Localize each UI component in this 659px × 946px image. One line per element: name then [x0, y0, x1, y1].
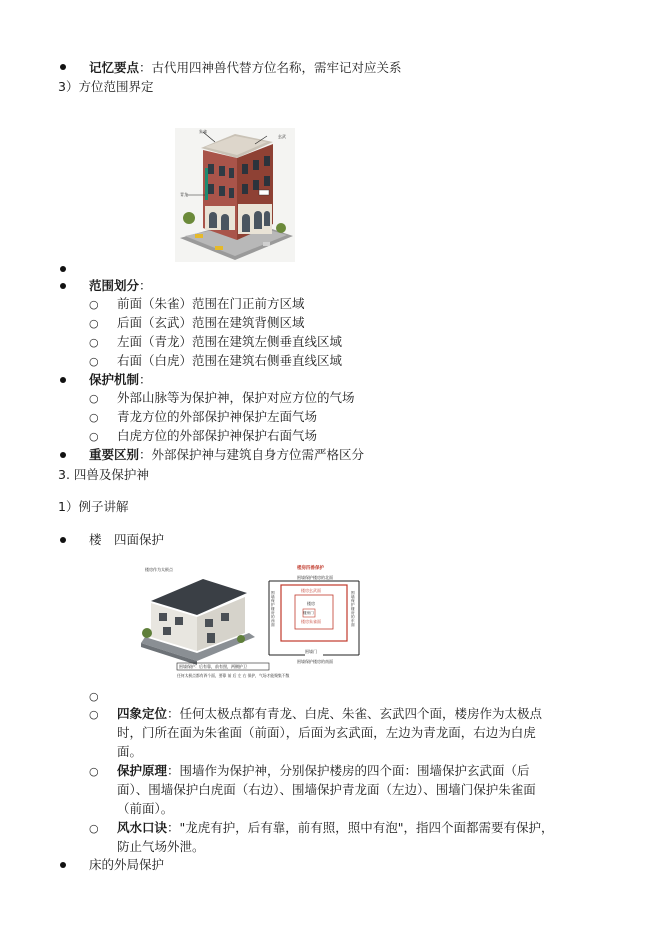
section-heading-four-beasts: 3. 四兽及保护神 [58, 467, 149, 482]
sub-bullet-circle: ○ [89, 336, 99, 349]
bullet-dot [60, 862, 66, 868]
protect-heading [89, 371, 152, 389]
memory-point-text: ：古代用四神兽代替方位名称，需牢记对应关系 [139, 60, 402, 75]
figure-note-text: 任何太极点都有四个面，要靠 前 后 左 右 保护，气场才能聚集不散 [177, 673, 290, 678]
bullet-dot [60, 377, 66, 383]
mantra-line-2: 防止气场外泄。 [117, 839, 205, 854]
protect-label: 保护机制 [89, 372, 140, 387]
principle-line-2: 面）、围墙保护白虎面（右边）、围墙保护青龙面（左边）、围墙门保护朱雀面 [117, 782, 536, 797]
range-colon: ： [139, 278, 152, 293]
difference-line [89, 446, 364, 464]
principle-label: 保护原理 [117, 763, 168, 778]
protect-item: 白虎方位的外部保护神保护右面气场 [117, 428, 318, 443]
four-positioning-line-2: 时，门所在面为朱雀面（前面），后面为玄武面，左边为青龙面，右边为白虎 [117, 725, 536, 740]
bullet-dot [60, 266, 66, 272]
range-item: 后面（玄武）范围在建筑背侧区域 [117, 315, 305, 330]
range-item: 左面（青龙）范围在建筑左侧垂直线区域 [117, 334, 343, 349]
figure-note-box: 围墙保护：后有靠，前有照，两侧护卫 [179, 664, 247, 669]
sub-bullet-circle: ○ [89, 392, 99, 405]
principle-line-1 [117, 762, 530, 780]
section-heading-range: 3）方位范围界定 [58, 79, 154, 94]
sub-bullet-circle: ○ [89, 411, 99, 424]
sub-bullet-circle: ○ [89, 317, 99, 330]
protect-item: 外部山脉等为保护神，保护对应方位的气场 [117, 390, 355, 405]
sub-bullet-circle: ○ [89, 765, 99, 778]
four-positioning-line-3: 面。 [117, 744, 143, 759]
mantra-text: ："龙虎有护，后有靠，前有照，照中有泡"，指四个面都需要有保护， [167, 820, 554, 835]
diagram-inner-top: 楼房玄武面 [301, 588, 321, 593]
difference-text: ：外部保护神与建筑自身方位需严格区分 [139, 447, 365, 462]
diagram-inner-mid: 楼房 [307, 601, 315, 606]
bullet-dot [60, 537, 66, 543]
mantra-line-1 [117, 819, 554, 837]
diagram-inner-bottom: 楼房朱雀面 [301, 619, 321, 624]
sub-bullet-circle: ○ [89, 355, 99, 368]
range-heading [89, 277, 152, 295]
photo-caption: 楼房作为太极点 [145, 567, 173, 572]
callout-label: 玄武 [278, 134, 286, 139]
building-illustration [175, 128, 295, 262]
four-positioning-label: 四象定位 [117, 706, 168, 721]
callout-label: 朱雀 [199, 129, 207, 134]
sub-bullet-circle: ○ [89, 708, 99, 721]
example-heading: 1）例子讲解 [58, 499, 129, 514]
four-protection-figure [137, 563, 365, 685]
bullet-dot [60, 283, 66, 289]
mantra-label: 风水口诀 [117, 820, 168, 835]
protect-colon: ： [139, 372, 152, 387]
difference-label: 重要区别 [89, 447, 140, 462]
sub-bullet-circle: ○ [89, 430, 99, 443]
sub-bullet-circle: ○ [89, 298, 99, 311]
diagram-label-right: 围墙保护楼房的东面 [351, 591, 355, 627]
four-positioning-text: ：任何太极点都有青龙、白虎、朱雀、玄武四个面，楼房作为太极点 [167, 706, 543, 721]
principle-text: ：围墙作为保护神，分别保护楼房的四个面：围墙保护玄武面（后 [167, 763, 530, 778]
protect-item: 青龙方位的外部保护神保护左面气场 [117, 409, 318, 424]
range-item: 前面（朱雀）范围在门正前方区域 [117, 296, 305, 311]
diagram-gate: 围墙门 [305, 649, 317, 654]
building-bullet-text: 楼 四面保护 [89, 532, 165, 547]
memory-point-label: 记忆要点 [89, 60, 140, 75]
diagram-label-top: 围墙保护楼房的北面 [297, 575, 333, 580]
bullet-dot [60, 64, 66, 70]
diagram-label-bottom: 围墙保护楼房的南面 [297, 659, 333, 664]
sub-bullet-circle: ○ [89, 822, 99, 835]
bullet-dot [60, 452, 66, 458]
range-item: 右面（白虎）范围在建筑右侧垂直线区域 [117, 353, 343, 368]
four-positioning-line-1 [117, 705, 542, 723]
memory-point-line [89, 59, 402, 77]
diagram-title: 楼房四兽保护 [297, 566, 324, 571]
principle-line-3: （前面）。 [117, 801, 174, 816]
diagram-inner-door: 楼房门 [303, 611, 314, 615]
range-label: 范围划分 [89, 278, 140, 293]
diagram-label-left: 围墙保护楼房的西面 [271, 591, 275, 627]
sub-bullet-circle: ○ [89, 690, 99, 703]
callout-label: 青龙 [180, 192, 188, 197]
bed-bullet-text: 床的外局保护 [89, 857, 165, 872]
